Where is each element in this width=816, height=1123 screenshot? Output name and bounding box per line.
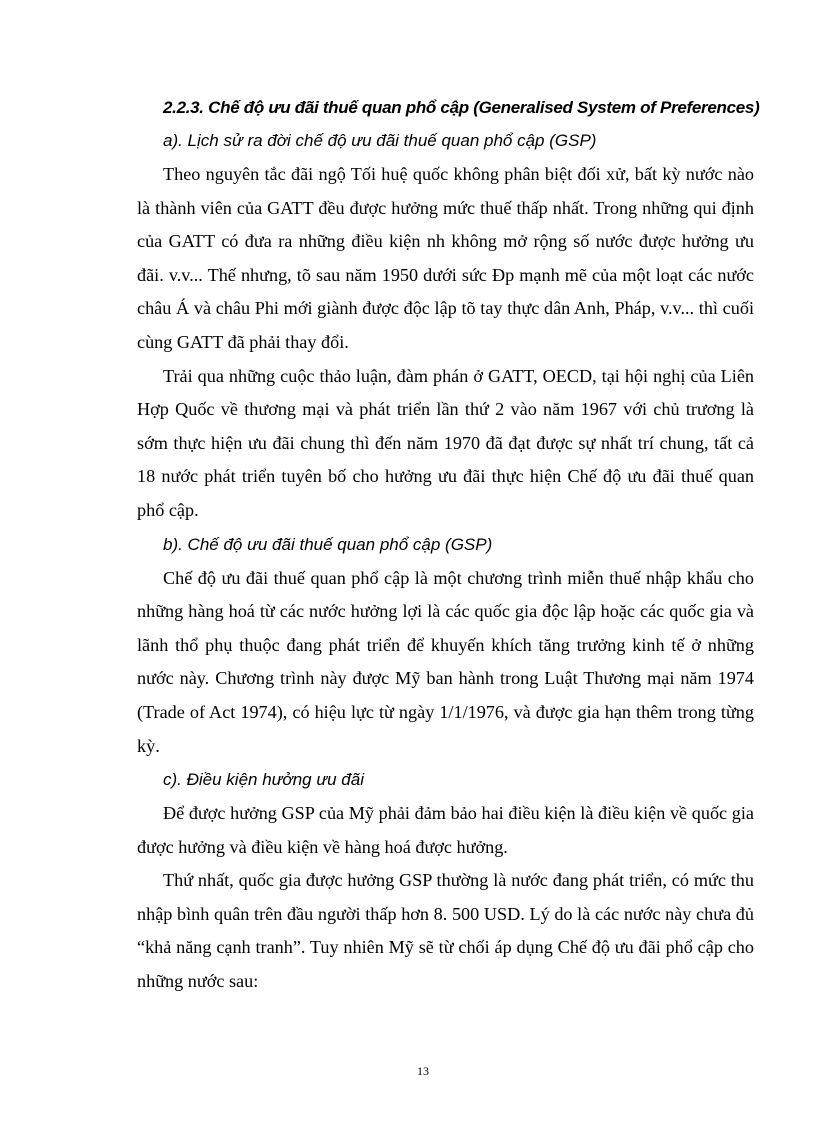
paragraph-b1: Chế độ ưu đãi thuế quan phổ cập là một chương trình miễn thuế nhập khẩu cho những hàng hoá từ các nước hưởng lợi là các quốc gia độc lập hoặc các quốc gia và lãnh thổ phụ thuộc đang phát triển để khuyến khích tăng trưởng kinh tế ở những nước này. Chương trình này được Mỹ ban hành trong Luật Thương mại năm 1974 (Trade of Act 1974), có hiệu lực từ ngày 1/1/1976, và được gia hạn thêm trong từng kỳ.	[137, 567, 754, 756]
page-number: 13	[417, 1064, 429, 1078]
paragraph-a1: Theo nguyên tắc đãi ngộ Tối huệ quốc không phân biệt đối xử, bất kỳ nước nào là thành viên của GATT đều được hưởng mức thuế thấp nhất. Trong những qui định của GATT có đưa ra những điều kiện nh không mở rộng số nước được hưởng ưu đãi. v.v... Thế nhưng, tõ sau năm 1950 dưới sức Ðp mạnh mẽ của một loạt các nước châu Á và châu Phi mới giành được độc lập tõ tay thực dân Anh, Pháp, v.v... thì cuối cùng GATT đã phải thay đổi.	[137, 164, 754, 352]
subsection-c-title: c). Điều kiện hưởng ưu đãi	[163, 770, 364, 790]
paragraph-c2: Thứ nhất, quốc gia được hưởng GSP thường là nước đang phát triển, có mức thu nhập bình quân trên đầu người thấp hơn 8. 500 USD. Lý do là các nước này chưa đủ “khả năng cạnh tranh”. Tuy nhiên Mỹ sẽ từ chối áp dụng Chế độ ưu đãi phổ cập cho những nước sau:	[137, 870, 754, 992]
page-body	[137, 92, 760, 999]
subsection-a-title: a). Lịch sử ra đời chế độ ưu đãi thuế quan phổ cập (GSP)	[163, 131, 597, 150]
paragraph-a2: Trải qua những cuộc thảo luận, đàm phán ở GATT, OECD, tại hội nghị của Liên Hợp Quốc về thương mại và phát triển lần thứ 2 vào năm 1967 với chủ trương là sớm thực hiện ưu đãi chung thì đến năm 1970 đã đạt được sự nhất trí chung, tất cả 18 nước phát triển tuyên bố cho hưởng ưu đãi thực hiện Chế độ ưu đãi thuế quan phổ cập.	[137, 365, 754, 520]
subsection-b-title: b). Chế độ ưu đãi thuế quan phổ cập (GSP)	[163, 534, 493, 554]
paragraph-c1: Để được hưởng GSP của Mỹ phải đảm bảo hai điều kiện là điều kiện về quốc gia được hưởng và điều kiện về hàng hoá được hưởng.	[137, 803, 754, 857]
section-heading: 2.2.3. Chế độ ưu đãi thuế quan phổ cập (Generalised System of Preferences)	[163, 98, 760, 117]
